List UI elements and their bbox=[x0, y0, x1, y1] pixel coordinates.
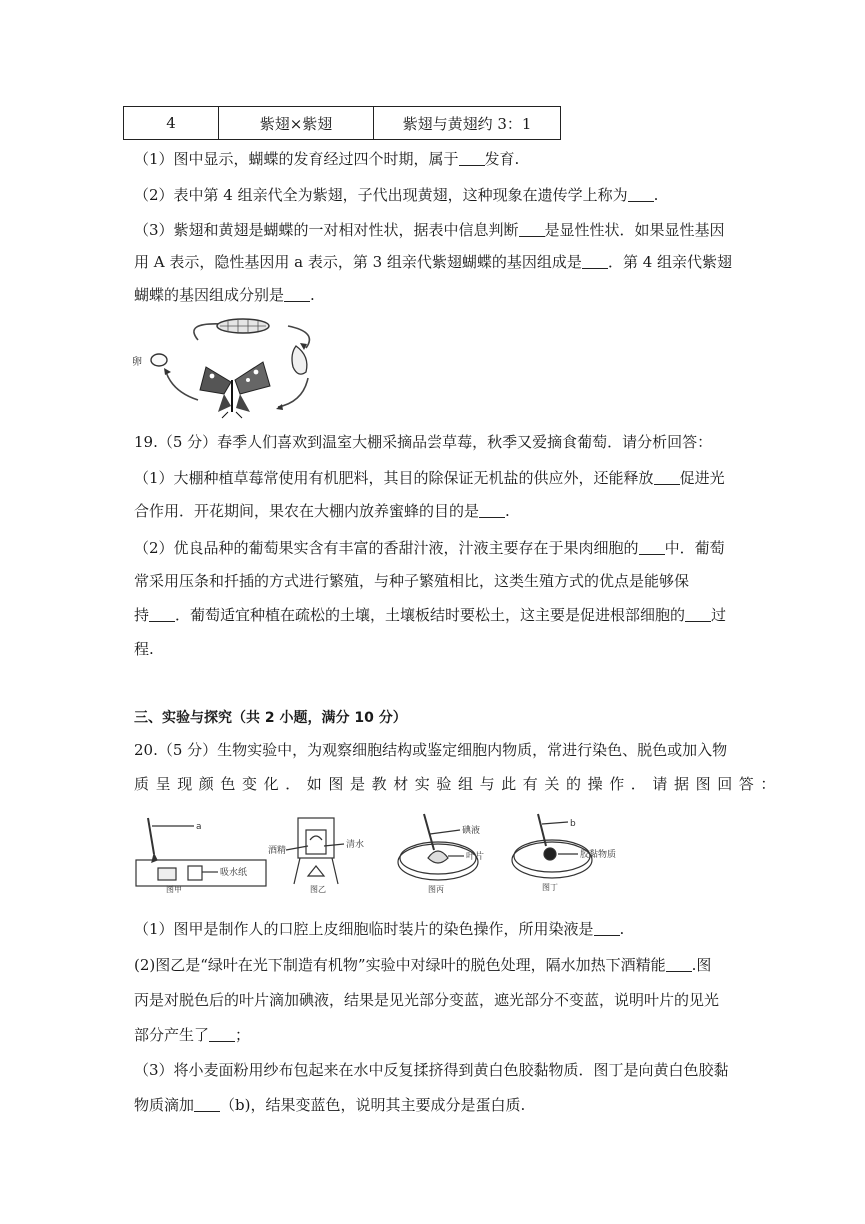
q20-part1: （1）图甲是制作人的口腔上皮细胞临时装片的染色操作，所用染液是 . bbox=[134, 920, 625, 938]
q20-stem-line1: 20.（5 分）生物实验中，为观察细胞结构或鉴定细胞内物质，常进行染色、脱色或加入物 bbox=[134, 741, 728, 759]
table-row bbox=[124, 107, 561, 140]
q19-part2-line3: 持 ．葡萄适宜种植在疏松的土壤，土壤板结时要松土，这主要是促进根部细胞的 过 bbox=[134, 606, 727, 624]
q20-stem-line2: 质呈现颜色变化．如图是教材实验组与此有关的操作．请据图回答： bbox=[134, 775, 783, 793]
butterfly-icon bbox=[200, 362, 270, 418]
cycle-arrow bbox=[166, 372, 198, 400]
answer-blank bbox=[654, 470, 680, 485]
answer-blank bbox=[284, 287, 310, 302]
q19-part2-line2: 常采用压条和扦插的方式进行繁殖，与种子繁殖相比，这类生殖方式的优点是能够保 bbox=[134, 572, 690, 590]
label-jiujing: 酒精 bbox=[268, 846, 287, 856]
q20-part3-line2: 物质滴加 （b)，结果变蓝色，说明其主要成分是蛋白质. bbox=[134, 1096, 526, 1114]
q20-part3-line1: （3）将小麦面粉用纱布包起来在水中反复揉挤得到黄白色胶黏物质．图丁是向黄白色胶黏 bbox=[134, 1061, 729, 1079]
larva-icon bbox=[217, 319, 269, 333]
genetics-table bbox=[123, 106, 561, 140]
figure-yi bbox=[286, 818, 344, 884]
section-heading: 三、实验与探究（共 2 小题，满分 10 分） bbox=[134, 710, 407, 726]
label-xishuizhi: 吸水纸 bbox=[220, 868, 248, 878]
caption-bing: 图丙 bbox=[428, 885, 444, 894]
label-a: a bbox=[196, 822, 202, 832]
label-b: b bbox=[570, 819, 576, 829]
answer-blank bbox=[209, 1027, 235, 1042]
answer-blank bbox=[594, 921, 620, 936]
answer-blank bbox=[479, 503, 505, 518]
figure-ding bbox=[512, 814, 592, 878]
answer-blank bbox=[149, 607, 175, 622]
caption-jia: 图甲 bbox=[166, 885, 182, 894]
answer-blank bbox=[628, 187, 654, 202]
pupa-icon bbox=[292, 346, 307, 374]
answer-blank bbox=[685, 607, 711, 622]
table-cell-parents: 紫翅×紫翅 bbox=[219, 107, 374, 140]
caption-ding: 图丁 bbox=[542, 883, 558, 892]
q18-part3-line2: 用 A 表示，隐性基因用 a 表示，第 3 组亲代紫翅蝴蝶的基因组成是 ．第 4 组亲代紫翅 bbox=[134, 253, 733, 271]
q20-part2-line3: 部分产生了 ； bbox=[134, 1026, 251, 1044]
answer-blank bbox=[519, 222, 545, 237]
egg-label: 卵 bbox=[132, 357, 142, 368]
answer-blank bbox=[194, 1097, 220, 1112]
q20-part2-line2: 丙是对脱色后的叶片滴加碘液，结果是见光部分变蓝，遮光部分不变蓝，说明叶片的见光 bbox=[134, 991, 720, 1009]
label-dianye: 碘液 bbox=[462, 826, 481, 836]
q18-part1: （1）图中显示，蝴蝶的发育经过四个时期，属于 发育. bbox=[134, 150, 520, 168]
table-cell-offspring: 紫翅与黄翅约 3：1 bbox=[374, 107, 561, 140]
q19-part1-line2: 合作用．开花期间，果农在大棚内放养蜜蜂的目的是 . bbox=[134, 502, 510, 520]
answer-blank bbox=[459, 151, 485, 166]
q19-part2-line1: （2）优良品种的葡萄果实含有丰富的香甜汁液，汁液主要存在于果肉细胞的 中．葡萄 bbox=[134, 539, 725, 557]
experiment-figure bbox=[128, 810, 640, 894]
q19-part2-line4: 程. bbox=[134, 640, 154, 658]
label-qingshui: 清水 bbox=[346, 840, 365, 850]
egg-icon bbox=[151, 354, 167, 366]
label-jiaonian: 胶黏物质 bbox=[580, 850, 617, 860]
caption-yi: 图乙 bbox=[310, 885, 326, 894]
q19-title: 19.（5 分）春季人们喜欢到温室大棚采摘品尝草莓，秋季又爱摘食葡萄．请分析回答： bbox=[134, 433, 713, 451]
figure-bing bbox=[398, 814, 481, 880]
answer-blank bbox=[582, 254, 608, 269]
q20-part2-line1: (2)图乙是“绿叶在光下制造有机物”实验中对绿叶的脱色处理，隔水加热下酒精能 .图 bbox=[134, 956, 712, 974]
butterfly-lifecycle-figure bbox=[128, 312, 340, 420]
label-yepian: 叶片 bbox=[466, 852, 485, 862]
answer-blank bbox=[639, 540, 665, 555]
q18-part3-line3: 蝴蝶的基因组成分别是 . bbox=[134, 286, 315, 304]
answer-blank bbox=[666, 957, 692, 972]
q19-part1-line1: （1）大棚种植草莓常使用有机肥料，其目的除保证无机盐的供应外，还能释放 促进光 bbox=[134, 469, 725, 487]
q18-part3-line1: （3）紫翅和黄翅是蝴蝶的一对相对性状，据表中信息判断 是显性性状．如果显性基因 bbox=[134, 221, 725, 239]
q18-part2: （2）表中第 4 组亲代全为紫翅，子代出现黄翅，这种现象在遗传学上称为 . bbox=[134, 186, 659, 204]
cycle-arrow bbox=[278, 378, 308, 407]
table-cell-group: 4 bbox=[124, 107, 219, 140]
